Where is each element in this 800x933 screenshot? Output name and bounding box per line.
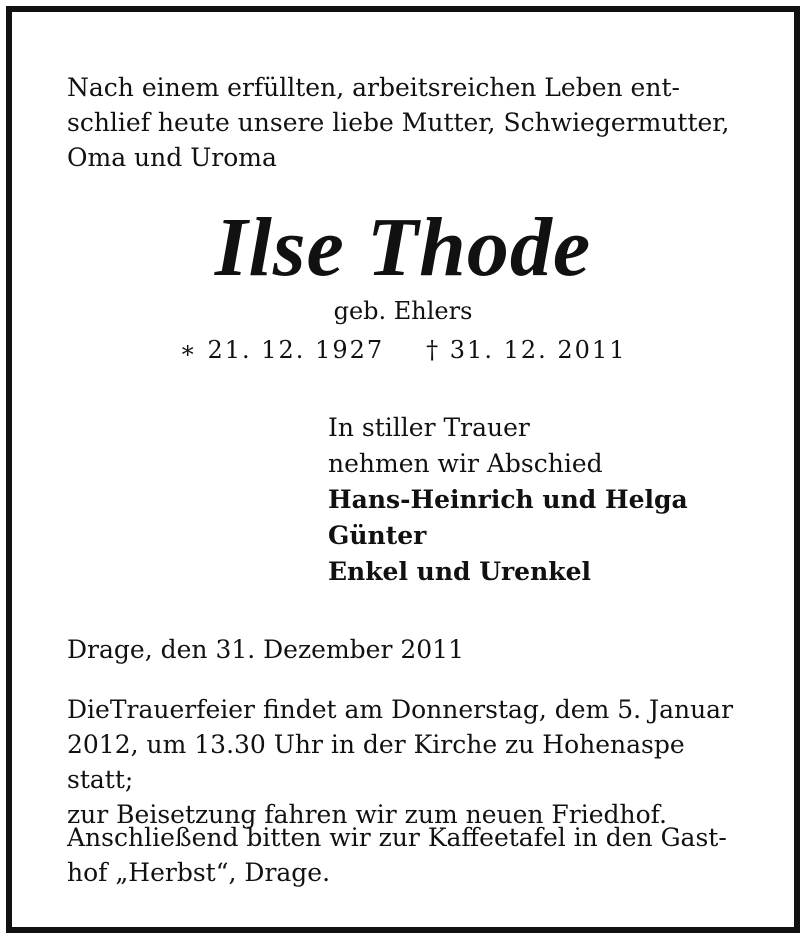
reception-info — [67, 820, 752, 890]
mourning-line: nehmen wir Abschied — [328, 449, 603, 478]
birth-name: geb. Ehlers — [333, 297, 473, 325]
mourner-name: Hans-Heinrich und Helga — [328, 485, 688, 514]
mourners-block — [328, 410, 688, 590]
reception-line: hof „Herbst“, Drage. — [67, 858, 331, 887]
intro-line: Oma und Uroma — [67, 143, 277, 172]
intro-text — [67, 70, 752, 175]
life-dates — [12, 334, 794, 366]
funeral-line: DieTrauerfeier findet am Donnerstag, dem 5. Januar — [67, 695, 734, 724]
intro-line: schlief heute unsere liebe Mutter, Schwiegermutter, — [67, 108, 730, 137]
funeral-line: zur Beisetzung fahren wir zum neuen Friedhof. — [67, 800, 667, 829]
death-date: † 31. 12. 2011 — [426, 336, 627, 364]
mourner-name: Enkel und Urenkel — [328, 557, 591, 586]
funeral-info — [67, 692, 752, 832]
deceased-name: Ilse Thode — [214, 201, 592, 294]
funeral-line: 2012, um 13.30 Uhr in der Kirche zu Hohenaspe statt; — [67, 730, 685, 794]
mourner-name: Günter — [328, 521, 427, 550]
place-date: Drage, den 31. Dezember 2011 — [67, 635, 464, 664]
intro-line: Nach einem erfüllten, arbeitsreichen Leben ent- — [67, 73, 680, 102]
reception-line: Anschließend bitten wir zur Kaffeetafel in den Gast- — [67, 823, 727, 852]
obituary-notice — [6, 6, 800, 933]
birth-date: ∗ 21. 12. 1927 — [179, 336, 385, 364]
mourning-line: In stiller Trauer — [328, 413, 530, 442]
